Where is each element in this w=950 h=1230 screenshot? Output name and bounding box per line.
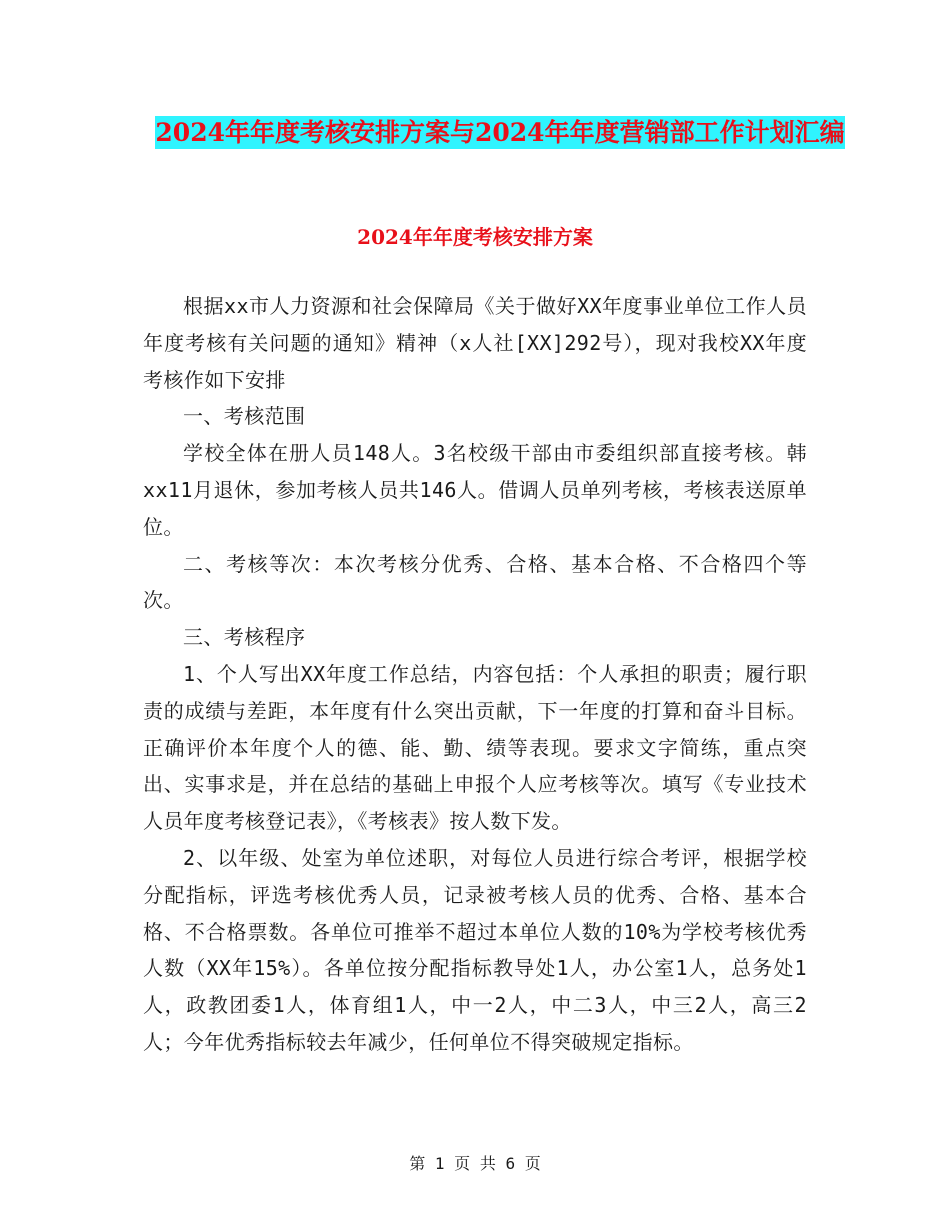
section-title: 2024年年度考核安排方案 <box>357 225 593 249</box>
paragraph-procedure-2: 2、以年级、处室为单位述职，对每位人员进行综合考评，根据学校分配指标，评选考核优秀人员，记录被考核人员的优秀、合格、基本合格、不合格票数。各单位可推举不超过本单位人数的10%为学校考核优秀人数（XX年15%）。各单位按分配指标教导处1人，办公室1人，总务处1人，政教团委1人，体育组1人，中一2人，中二3人，中三2人，高三2人；今年优秀指标较去年减少，任何单位不得突破规定指标。 <box>143 845 807 1054</box>
page-footer <box>0 1152 950 1176</box>
heading-scope: 一、考核范围 <box>183 404 306 429</box>
document-title <box>120 112 880 154</box>
paragraph-procedure-1: 1、个人写出XX年度工作总结，内容包括：个人承担的职责；履行职责的成绩与差距，本年度有什么突出贡献，下一年度的打算和奋斗目标。正确评价本年度个人的德、能、勤、绩等表现。要求文字简练，重点突出、实事求是，并在总结的基础上申报个人应考核等次。填写《专业技术人员年度考核登记表》，《考核表》按人数下发。 <box>143 661 807 834</box>
paragraph-intro: 根据xx市人力资源和社会保障局《关于做好XX年度事业单位工作人员年度考核有关问题的通知》精神（x人社[XX]292号），现对我校XX年度考核作如下安排 <box>143 294 807 392</box>
page-indicator: 第 1 页 共 6 页 <box>409 1154 541 1173</box>
document-body <box>143 288 807 1061</box>
document-title-text: 2024年年度考核安排方案与2024年年度营销部工作计划汇编 <box>155 118 845 147</box>
paragraph-grades: 二、考核等次：本次考核分优秀、合格、基本合格、不合格四个等次。 <box>143 551 807 613</box>
paragraph-scope: 学校全体在册人员148人。3名校级干部由市委组织部直接考核。韩xx11月退休，参加考核人员共146人。借调人员单列考核，考核表送原单位。 <box>143 441 807 539</box>
heading-procedure: 三、考核程序 <box>183 625 306 650</box>
